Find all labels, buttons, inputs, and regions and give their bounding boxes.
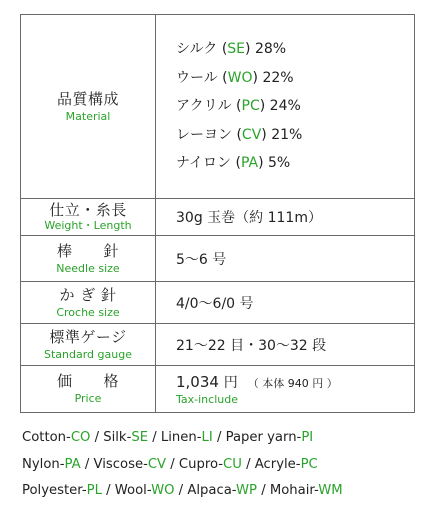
crochet-label-en: Croche size	[56, 305, 120, 319]
composition-item: レーヨン (CV) 21%	[176, 126, 303, 143]
composition-row	[21, 15, 415, 199]
composition-label-cell	[21, 15, 156, 199]
composition-label: 品質構成	[56, 89, 119, 108]
gauge-label-en: Standard gauge	[44, 347, 132, 361]
crochet-value: 4/0〜6/0 号	[156, 282, 415, 324]
spec-table	[20, 14, 415, 413]
weight-label: 仕立・糸長	[49, 201, 127, 219]
weight-value: 30g 玉巻（約 111m）	[156, 199, 415, 236]
price-row	[21, 366, 415, 413]
needle-label-en: Needle size	[56, 261, 120, 275]
price-amount: 1,034	[176, 372, 219, 391]
needle-label: 棒 針	[56, 241, 119, 260]
needle-value: 5〜6 号	[156, 236, 415, 282]
composition-item: シルク (SE) 28%	[176, 41, 287, 58]
price-main	[176, 373, 414, 393]
crochet-row	[21, 282, 415, 324]
material-code-legend	[22, 425, 422, 505]
composition-item: アクリル (PC) 24%	[176, 98, 301, 115]
price-note: （ 本体 940 円 ）	[247, 376, 338, 390]
price-label: 価 格	[56, 372, 119, 390]
price-yen: 円	[223, 374, 238, 391]
gauge-row	[21, 324, 415, 366]
legend-line: Nylon-PA / Viscose-CV / Cupro-CU / Acryle-PC	[22, 456, 318, 472]
gauge-value: 21〜22 目・30〜32 段	[156, 324, 415, 366]
composition-value-cell	[156, 15, 415, 199]
weight-row	[21, 199, 415, 236]
composition-item: ウール (WO) 22%	[176, 69, 294, 86]
gauge-label: 標準ゲージ	[49, 327, 127, 346]
needle-row	[21, 236, 415, 282]
price-label-en: Price	[74, 392, 102, 405]
composition-label-en: Material	[65, 109, 111, 123]
legend-line: Polyester-PL / Wool-WO / Alpaca-WP / Mohair-WM	[22, 483, 343, 498]
legend-line: Cotton-CO / Silk-SE / Linen-LI / Paper yarn-PI	[22, 430, 314, 445]
price-value-cell	[156, 366, 415, 413]
weight-label-en: Weight・Length	[44, 219, 132, 232]
price-tax: Tax-include	[176, 392, 238, 406]
composition-item: ナイロン (PA) 5%	[176, 155, 291, 172]
crochet-label: か ぎ 針	[59, 285, 117, 304]
